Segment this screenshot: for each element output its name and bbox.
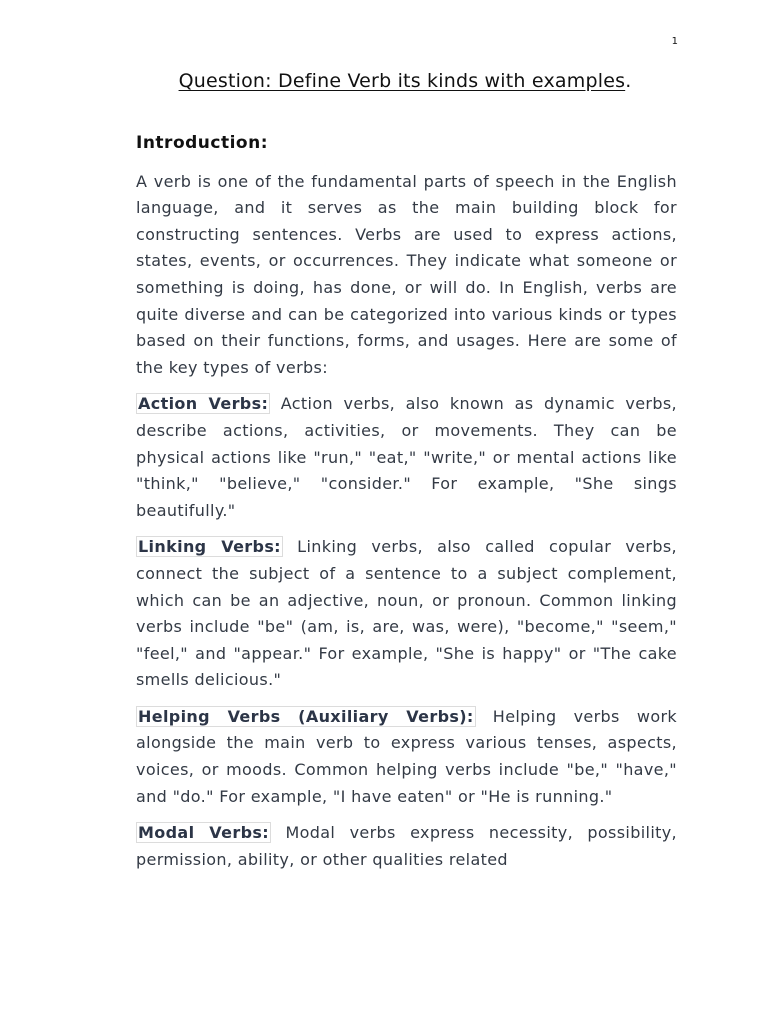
section-term: Modal Verbs: <box>138 823 270 843</box>
section-term: Action Verbs: <box>138 394 269 414</box>
section-helping-verbs <box>136 704 677 810</box>
introduction-paragraph: A verb is one of the fundamental parts of speech in the English language, and it serves as the main building block for constructing sentences. Verbs are used to express actions, states, events, or occurrences. They indicate what someone or something is doing, has done, or will do. In English, verbs are quite diverse and can be categorized into various kinds or types based on their functions, forms, and usages. Here are some of the key types of verbs: <box>136 171 677 377</box>
introduction-heading: Introduction: <box>136 133 268 153</box>
section-text: Linking verbs, also called copular verbs, connect the subject of a sentence to a subject complement, which can be an adjective, noun, or pronoun. Common linking verbs include "be" (am, is, are, was, were), "become," "seem," "feel," and "appear." For example, "She is happy" or "The cake smells delicious." <box>136 537 677 690</box>
section-linking-verbs <box>136 534 677 694</box>
document-title <box>0 70 768 92</box>
section-action-verbs <box>136 391 677 524</box>
page-number: 1 <box>671 36 678 47</box>
section-text: Helping verbs work alongside the main verb to express various tenses, aspects, voices, or moods. Common helping verbs include "be," "have," and "do." For example, "I have eaten" or "He is running." <box>136 706 678 806</box>
document-title-text: Question: Define Verb its kinds with examples <box>178 70 626 92</box>
document-body <box>136 130 677 883</box>
section-term: Helping Verbs (Auxiliary Verbs): <box>138 706 474 726</box>
section-text: Modal verbs express necessity, possibility, permission, ability, or other qualities related <box>136 823 677 869</box>
section-text: Action verbs, also known as dynamic verbs, describe actions, activities, or movements. They can be physical actions like "run," "eat," "write," or mental actions like "think," "believe," "consider." For example, "She sings beautifully." <box>136 394 677 520</box>
document-title-period: . <box>625 70 632 92</box>
section-term: Linking Verbs: <box>138 537 281 557</box>
section-modal-verbs <box>136 820 677 873</box>
